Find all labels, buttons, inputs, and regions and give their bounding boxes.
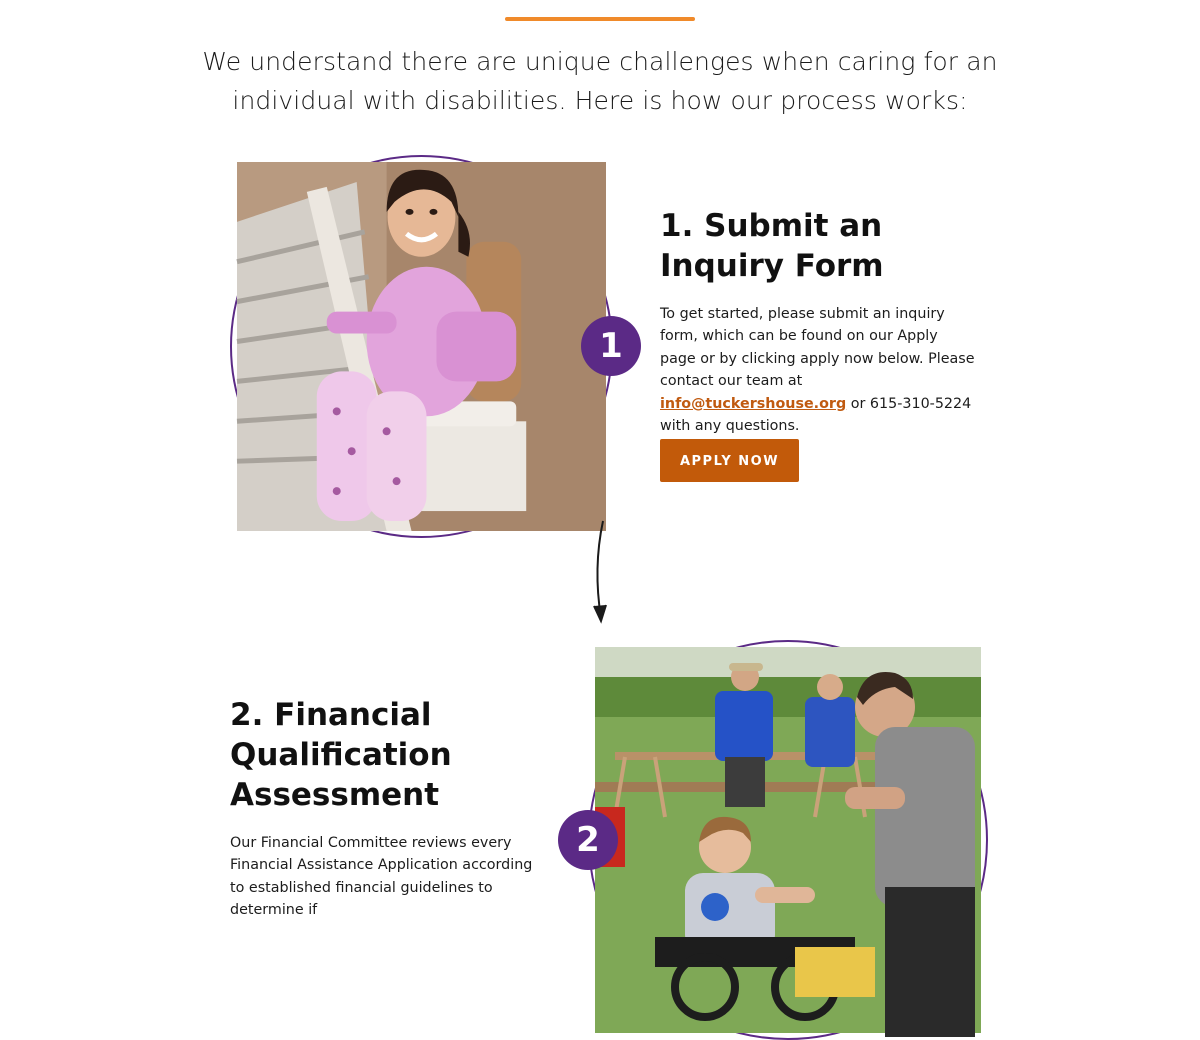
step-1-title: 1. Submit an Inquiry Form <box>660 208 884 284</box>
step-2-description: Our Financial Committee reviews every Financial Assistance Application according to established financial guidelines to determine if <box>230 835 533 919</box>
step-2-photo-frame <box>588 640 988 1040</box>
step-1-description <box>660 303 975 437</box>
accent-divider <box>505 17 695 21</box>
step-1-text-before: To get started, please submit an inquiry form, which can be found on our Apply page or by clicking apply now below. Please contact our team at <box>660 306 975 390</box>
step-1-number-badge: 1 <box>581 316 641 376</box>
email-link[interactable]: info@tuckershouse.org <box>660 395 847 412</box>
girl-on-stairlift-photo <box>237 162 606 531</box>
apply-now-button[interactable]: APPLY NOW <box>660 439 799 482</box>
step-2-title: 2. Financial Qualification Assessment <box>230 697 452 813</box>
down-arrow-icon <box>585 518 615 626</box>
step-1-photo <box>237 162 606 531</box>
intro-text: We understand there are unique challenges when caring for an individual with disabilities. Here is how our process works: <box>202 47 998 115</box>
step-2-number-badge: 2 <box>558 810 618 870</box>
step-1-text-after: or 615-310-5224 with any questions. <box>660 395 972 435</box>
step-2-photo <box>595 647 981 1033</box>
volunteers-building-ramp-photo <box>595 647 981 1033</box>
step-1-photo-frame <box>230 155 613 538</box>
